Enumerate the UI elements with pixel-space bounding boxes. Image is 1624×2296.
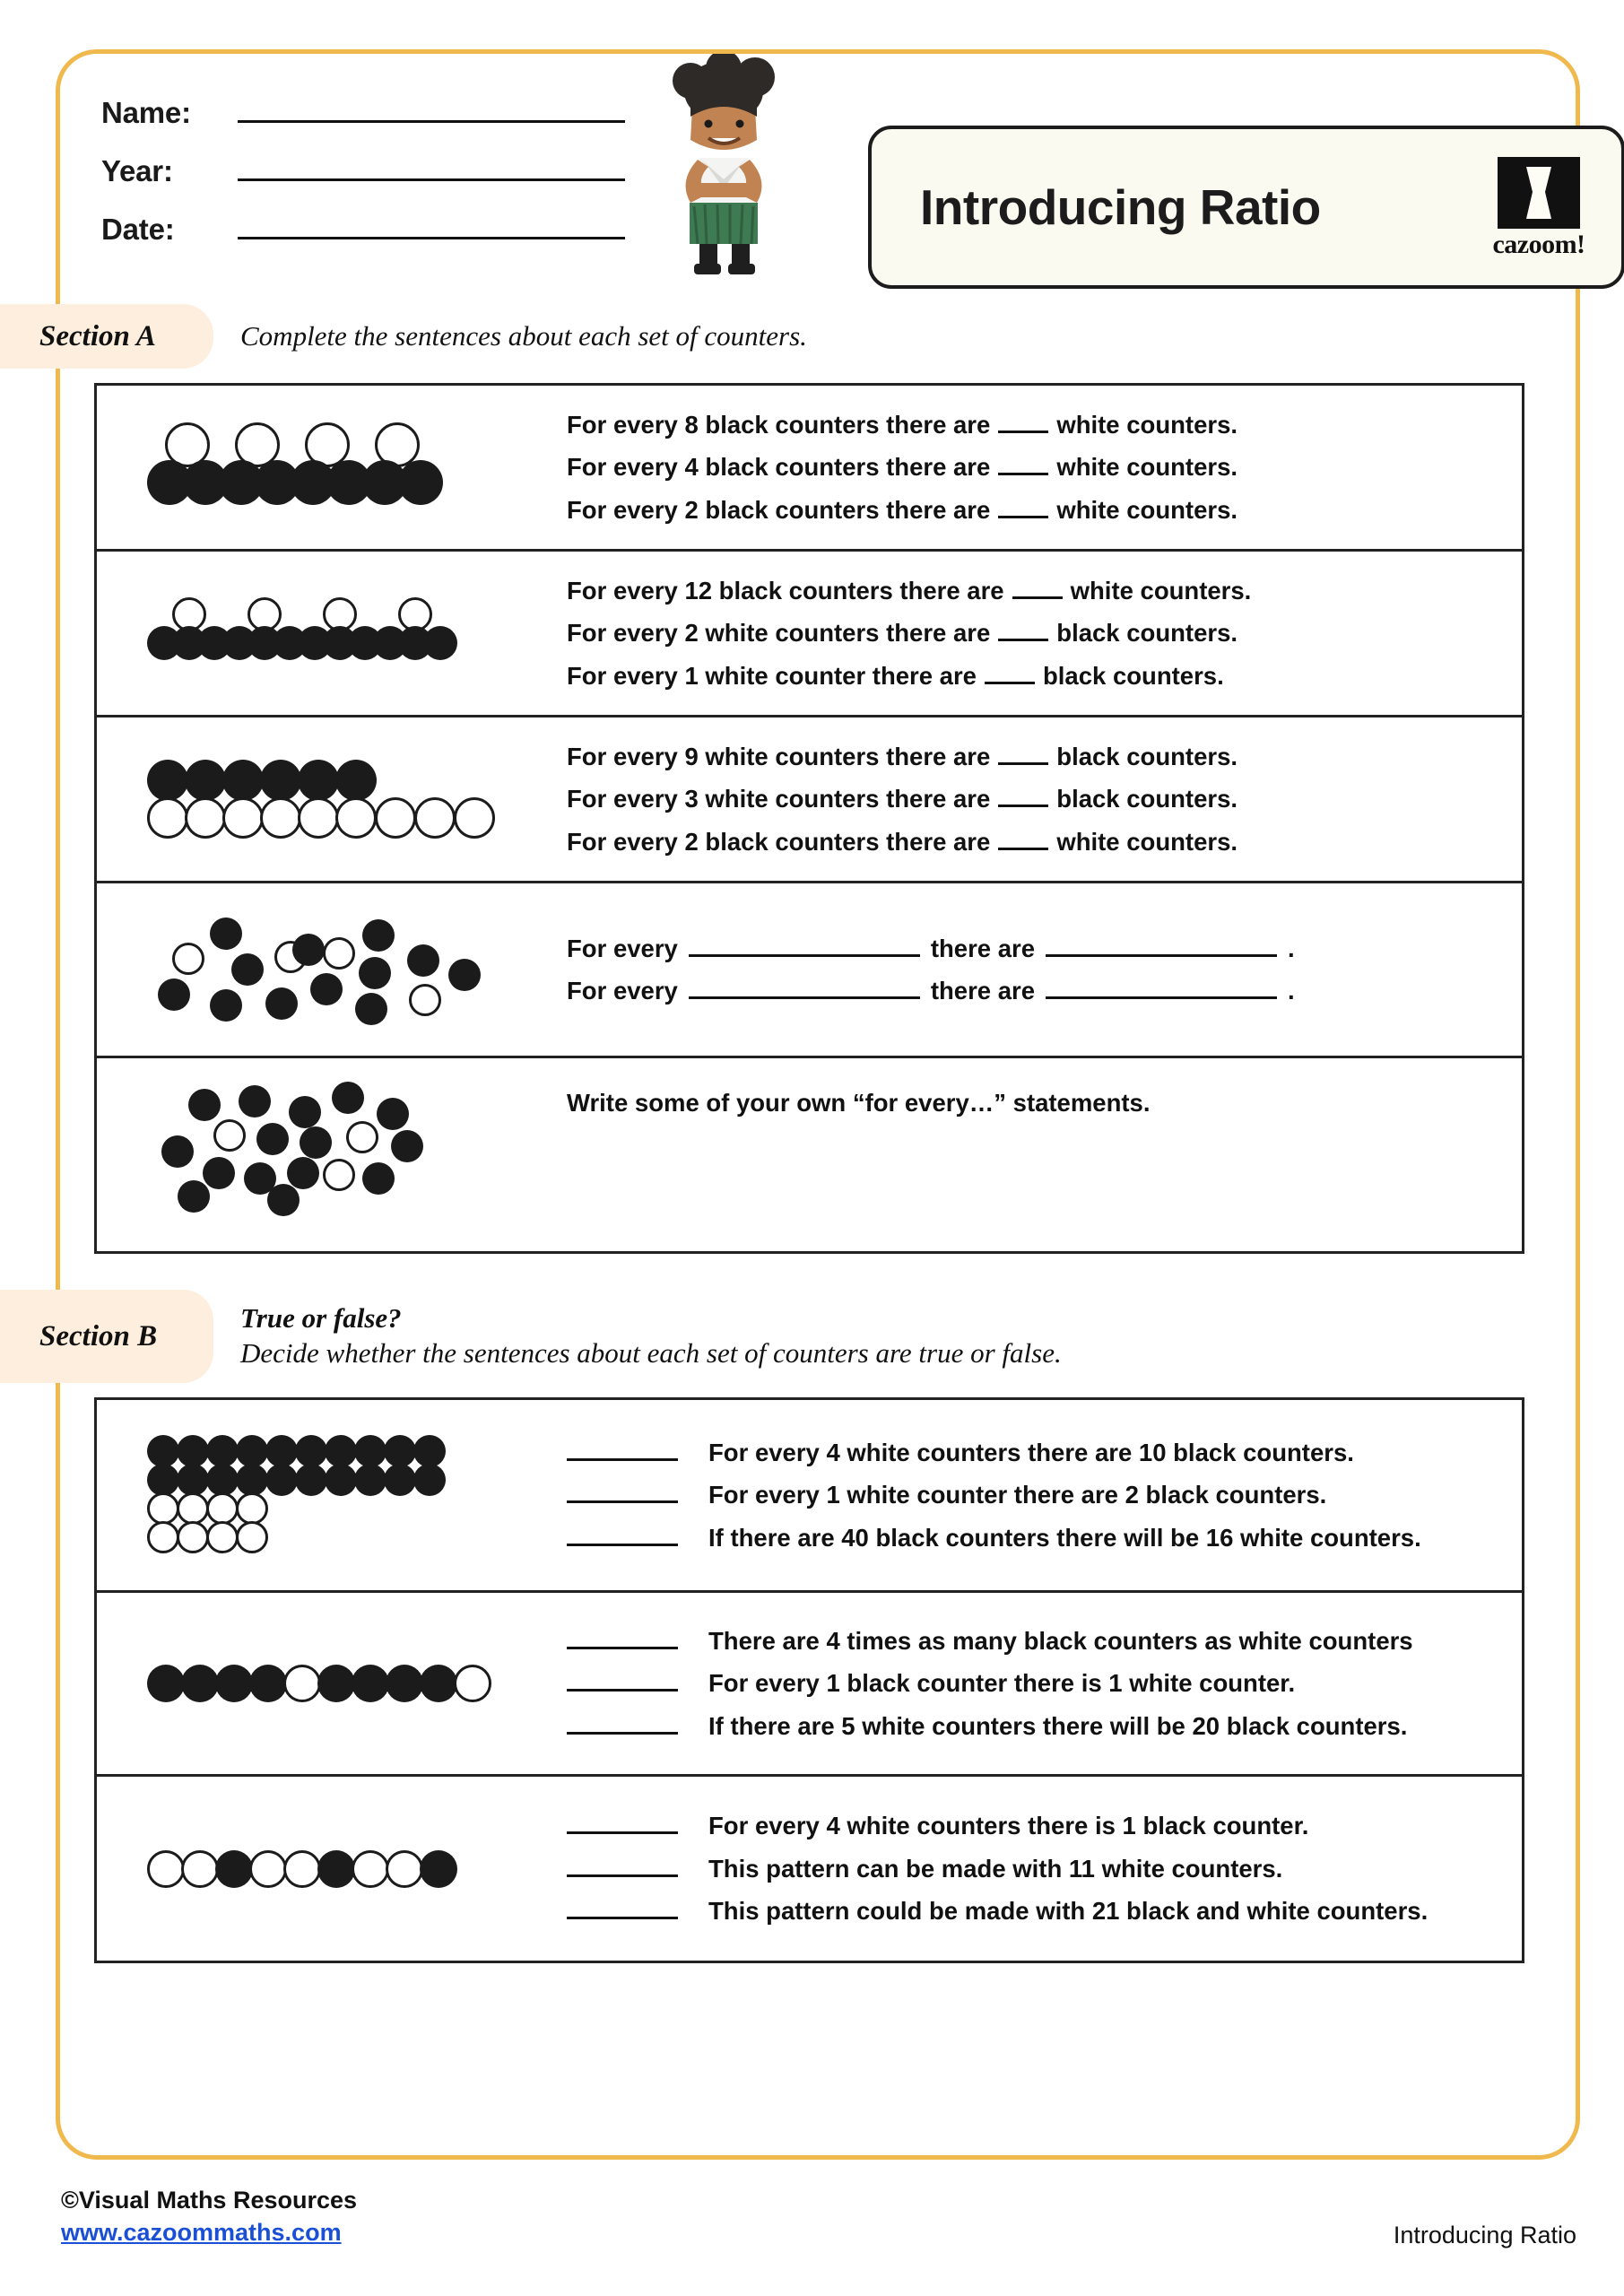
worksheet-header [94, 85, 1585, 291]
statement-text: If there are 5 white counters there will be 20 black counters. [708, 1711, 1408, 1740]
answer-blank[interactable] [1046, 937, 1277, 957]
statement-line [567, 970, 1504, 1013]
true-false-blank[interactable] [567, 1441, 678, 1461]
statement-line [567, 1474, 1504, 1517]
statement-line [567, 778, 1504, 821]
answer-blank[interactable] [998, 787, 1048, 807]
statement-post: black counters. [1042, 661, 1224, 690]
page-footer [61, 2184, 1576, 2249]
section-b-instruction-body: Decide whether the sentences about each set of counters are true or false. [240, 1337, 1062, 1369]
answer-blank[interactable] [689, 979, 920, 999]
statement-post: white counters. [1056, 453, 1238, 482]
statement-post: white counters. [1056, 827, 1238, 856]
worksheet-title-box [868, 126, 1624, 289]
counter-diagram [97, 552, 563, 715]
statement-post: black counters. [1056, 742, 1238, 770]
question-row [97, 552, 1522, 718]
hourglass-shape-icon [1521, 165, 1557, 221]
statement-line [567, 489, 1504, 532]
statement-line [567, 1848, 1504, 1891]
question-statements [563, 552, 1522, 715]
question-row [97, 883, 1522, 1058]
statement-post: . [1288, 977, 1295, 1004]
section-a-label: Section A [39, 319, 156, 352]
answer-blank[interactable] [1046, 979, 1277, 999]
counter-diagram [97, 386, 563, 549]
student-info-fields [94, 85, 641, 271]
question-statements [563, 1058, 1522, 1251]
question-row [97, 1777, 1522, 1961]
statement-line [567, 821, 1504, 864]
statement-text: For every 1 black counter there is 1 white counter. [708, 1669, 1296, 1698]
section-a-header [39, 304, 1530, 369]
statement-post: . [1288, 934, 1295, 962]
statement-text: If there are 40 black counters there will be 16 white counters. [708, 1523, 1421, 1552]
statement-pre: For every 2 white counters there are [567, 619, 991, 648]
answer-blank[interactable] [998, 456, 1048, 475]
counter-diagram [97, 718, 563, 881]
question-row [97, 386, 1522, 552]
counter-diagram [97, 1058, 563, 1251]
statement-line [567, 1431, 1504, 1474]
statement-line [567, 1805, 1504, 1848]
footer-worksheet-name: Introducing Ratio [1393, 2222, 1576, 2248]
counter-diagram [97, 1593, 563, 1774]
name-field-row [101, 96, 641, 130]
answer-blank[interactable] [998, 831, 1048, 850]
statement-post: white counters. [1070, 576, 1252, 604]
true-false-blank[interactable] [567, 1526, 678, 1546]
statement-pre: For every 3 white counters there are [567, 785, 991, 813]
page-title: Introducing Ratio [920, 179, 1321, 235]
section-b-header [39, 1290, 1530, 1383]
question-row [97, 1400, 1522, 1593]
true-false-blank[interactable] [567, 1715, 678, 1735]
statement-line [567, 1517, 1504, 1560]
statement-line [567, 1620, 1504, 1663]
footer-left-group [61, 2184, 357, 2249]
statement-pre: For every 12 black counters there are [567, 576, 1004, 604]
statement-text: There are 4 times as many black counters as white counters [708, 1626, 1413, 1655]
statement-line [567, 735, 1504, 778]
true-false-blank[interactable] [567, 1900, 678, 1919]
name-field-input-line[interactable] [238, 96, 625, 123]
true-false-blank[interactable] [567, 1672, 678, 1692]
answer-blank[interactable] [689, 937, 920, 957]
question-statements [563, 1593, 1522, 1774]
student-mascot-icon [647, 54, 800, 278]
cazoom-glass-icon [1498, 157, 1580, 229]
statement-line [567, 446, 1504, 489]
section-a-questions [94, 383, 1524, 1254]
answer-blank[interactable] [998, 413, 1048, 433]
section-a-pill [0, 304, 213, 369]
answer-blank[interactable] [998, 745, 1048, 765]
statement-pre: For every 1 white counter there are [567, 661, 977, 690]
date-field-input-line[interactable] [238, 213, 625, 239]
statement-text: For every 1 white counter there are 2 black counters. [708, 1481, 1327, 1509]
true-false-blank[interactable] [567, 1483, 678, 1503]
statement-text: This pattern can be made with 11 white counters. [708, 1854, 1283, 1883]
statement-text: For every 4 white counters there are 10 black counters. [708, 1438, 1354, 1466]
question-row [97, 1058, 1522, 1251]
statement-pre: For every 9 white counters there are [567, 742, 991, 770]
answer-blank[interactable] [998, 499, 1048, 518]
statement-text: For every 4 white counters there is 1 black counter. [708, 1812, 1309, 1840]
counter-diagram [97, 1400, 563, 1590]
answer-blank[interactable] [1012, 579, 1063, 599]
statement-line [567, 570, 1504, 613]
true-false-blank[interactable] [567, 1630, 678, 1649]
year-field-label: Year: [101, 154, 173, 187]
statement-line [567, 404, 1504, 447]
question-row [97, 1593, 1522, 1777]
date-field-row [101, 213, 641, 247]
statement-line [567, 1662, 1504, 1705]
statement-mid: there are [930, 934, 1036, 962]
section-b-pill [0, 1290, 213, 1383]
statement-pre: For every 8 black counters there are [567, 410, 991, 439]
section-a-instruction: Complete the sentences about each set of counters. [240, 319, 807, 352]
answer-blank[interactable] [998, 622, 1048, 641]
question-statements [563, 1400, 1522, 1590]
statement-pre: Write some of your own “for every…” statements. [567, 1089, 1151, 1117]
statement-pre: For every 2 black counters there are [567, 827, 991, 856]
statement-line [567, 1890, 1504, 1933]
question-statements [563, 386, 1522, 549]
statement-line [567, 612, 1504, 655]
statement-post: white counters. [1056, 410, 1238, 439]
copyright-text: ©Visual Maths Resources [61, 2187, 358, 2213]
statement-post: black counters. [1056, 619, 1238, 648]
statement-pre: For every 4 black counters there are [567, 453, 991, 482]
section-b-label: Section B [39, 1319, 158, 1352]
website-link[interactable]: www.cazoommaths.com [61, 2219, 342, 2247]
statement-line [567, 1705, 1504, 1748]
question-statements [563, 718, 1522, 881]
date-field-label: Date: [101, 213, 175, 246]
statement-line [567, 927, 1504, 970]
answer-blank[interactable] [985, 665, 1035, 684]
name-field-label: Name: [101, 96, 191, 129]
counter-diagram [97, 1777, 563, 1961]
statement-post: black counters. [1056, 785, 1238, 813]
statement-mid: there are [930, 977, 1036, 1004]
year-field-row [101, 154, 641, 188]
statement-line [567, 655, 1504, 698]
question-statements [563, 1777, 1522, 1961]
question-statements [563, 883, 1522, 1056]
section-b-instruction-heading: True or false? [240, 1302, 402, 1335]
section-b-questions [94, 1397, 1524, 1963]
question-row [97, 718, 1522, 883]
section-b-instruction [240, 1301, 1062, 1371]
cazoom-wordmark: cazoom! [1492, 229, 1585, 259]
statement-post: white counters. [1056, 495, 1238, 524]
statement-pre: For every [567, 977, 678, 1004]
true-false-blank[interactable] [567, 1857, 678, 1877]
statement-text: This pattern could be made with 21 black and white counters. [708, 1897, 1429, 1926]
counter-diagram [97, 883, 563, 1056]
statement-pre: For every [567, 934, 678, 962]
statement-pre: For every 2 black counters there are [567, 495, 991, 524]
cazoom-logo [1489, 157, 1589, 258]
year-field-input-line[interactable] [238, 154, 625, 181]
statement-line [567, 1082, 1504, 1125]
true-false-blank[interactable] [567, 1814, 678, 1834]
